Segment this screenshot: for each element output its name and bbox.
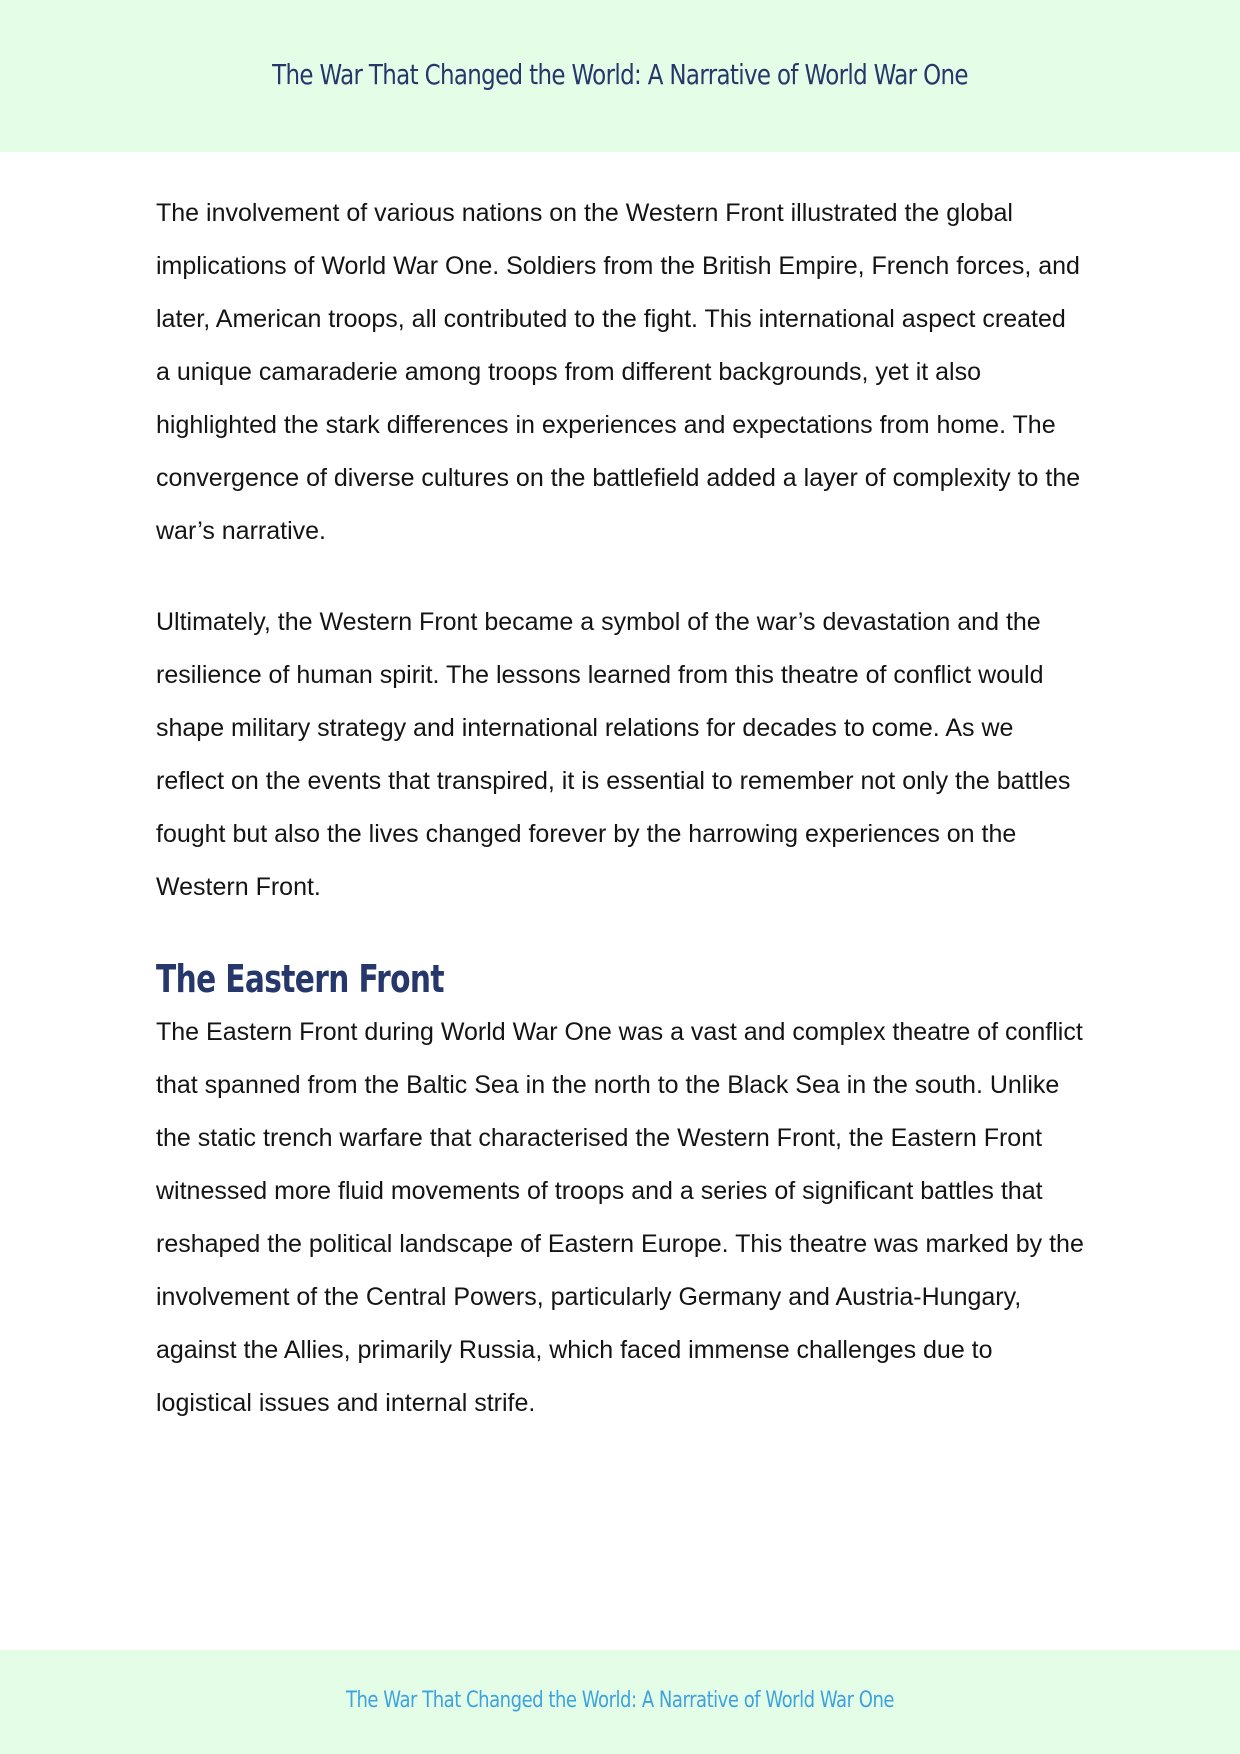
footer-title: The War That Changed the World: A Narrative of World War One [345, 1688, 895, 1713]
body-paragraph: Ultimately, the Western Front became a symbol of the war’s devastation and the resilience of human spirit. The lessons learned from this theatre of conflict would shape military strategy and international relations for decades to come. As we reflect on the events that transpired, it is essential to remember not only the battles fought but also the lives changed forever by the harrowing experiences on the Western Front. [156, 608, 1071, 901]
page-footer [0, 1650, 1240, 1754]
body-paragraph: The involvement of various nations on the Western Front illustrated the global implications of World War One. Soldiers from the British Empire, French forces, and later, American troops, all contributed to the fight. This international aspect created a unique camaraderie among troops from different backgrounds, yet it also highlighted the stark differences in experiences and expectations from home. The convergence of diverse cultures on the battlefield added a layer of complexity to the war’s narrative. [156, 199, 1081, 545]
document-body [156, 187, 1086, 1468]
page-title: The War That Changed the World: A Narrative of World War One [272, 58, 968, 91]
page-header [0, 0, 1240, 152]
body-paragraph: The Eastern Front during World War One was a vast and complex theatre of conflict that spanned from the Baltic Sea in the north to the Black Sea in the south. Unlike the static trench warfare that characterised the Western Front, the Eastern Front witnessed more fluid movements of troops and a series of significant battles that reshaped the political landscape of Eastern Europe. This theatre was marked by the involvement of the Central Powers, particularly Germany and Austria-Hungary, against the Allies, primarily Russia, which faced immense challenges due to logistical issues and internal strife. [156, 1018, 1084, 1417]
section-heading: The Eastern Front [156, 957, 444, 1001]
